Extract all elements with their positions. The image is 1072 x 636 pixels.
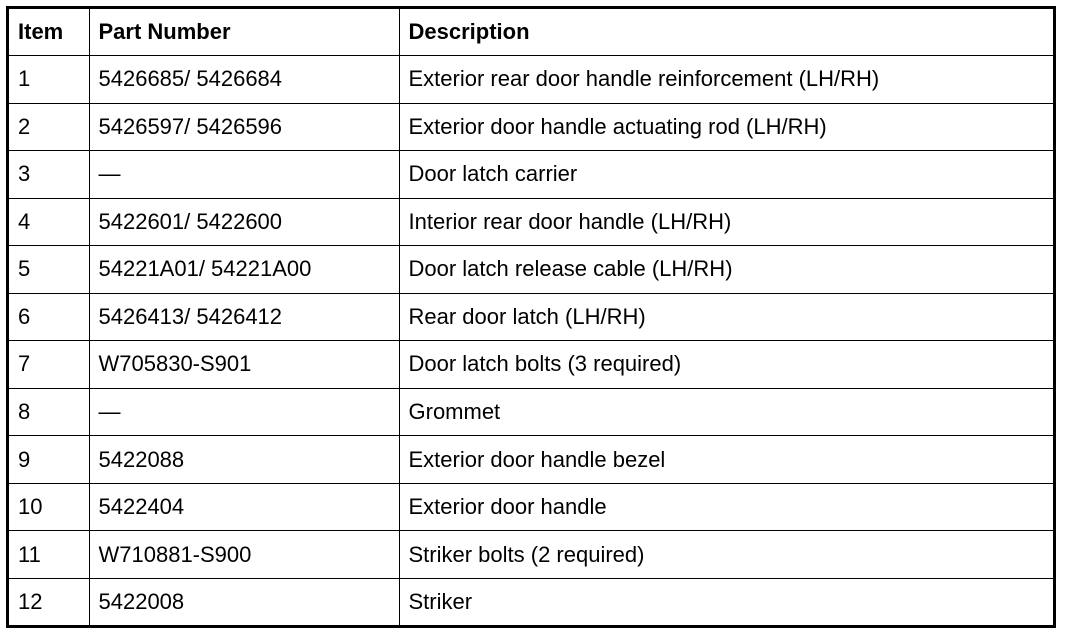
cell-description: Interior rear door handle (LH/RH) <box>399 198 1053 246</box>
cell-item: 3 <box>9 151 89 199</box>
cell-description: Exterior door handle actuating rod (LH/RH) <box>399 103 1053 151</box>
cell-part-number: 5422088 <box>89 436 399 484</box>
table-row <box>9 151 1053 199</box>
table-row <box>9 103 1053 151</box>
cell-description: Rear door latch (LH/RH) <box>399 293 1053 341</box>
table-row <box>9 483 1053 531</box>
cell-description: Door latch carrier <box>399 151 1053 199</box>
table-row <box>9 293 1053 341</box>
cell-part-number: 5426685/ 5426684 <box>89 56 399 104</box>
cell-item: 10 <box>9 483 89 531</box>
cell-part-number: W710881-S900 <box>89 531 399 579</box>
cell-item: 6 <box>9 293 89 341</box>
cell-part-number: 54221A01/ 54221A00 <box>89 246 399 294</box>
cell-part-number: — <box>89 388 399 436</box>
cell-item: 2 <box>9 103 89 151</box>
cell-item: 7 <box>9 341 89 389</box>
parts-table <box>9 9 1053 625</box>
cell-part-number: W705830-S901 <box>89 341 399 389</box>
header-item: Item <box>9 9 89 56</box>
cell-description: Exterior door handle bezel <box>399 436 1053 484</box>
table-row <box>9 56 1053 104</box>
cell-item: 5 <box>9 246 89 294</box>
table-row <box>9 246 1053 294</box>
table-row <box>9 578 1053 625</box>
cell-part-number: 5426597/ 5426596 <box>89 103 399 151</box>
header-description: Description <box>399 9 1053 56</box>
cell-description: Striker <box>399 578 1053 625</box>
cell-item: 8 <box>9 388 89 436</box>
table-row <box>9 198 1053 246</box>
parts-table-frame <box>6 6 1056 628</box>
cell-item: 11 <box>9 531 89 579</box>
cell-description: Grommet <box>399 388 1053 436</box>
cell-part-number: 5422404 <box>89 483 399 531</box>
cell-item: 1 <box>9 56 89 104</box>
table-row <box>9 388 1053 436</box>
table-row <box>9 436 1053 484</box>
header-part-number: Part Number <box>89 9 399 56</box>
cell-part-number: 5422008 <box>89 578 399 625</box>
cell-item: 4 <box>9 198 89 246</box>
cell-description: Striker bolts (2 required) <box>399 531 1053 579</box>
cell-description: Exterior rear door handle reinforcement (LH/RH) <box>399 56 1053 104</box>
cell-part-number: — <box>89 151 399 199</box>
cell-description: Door latch bolts (3 required) <box>399 341 1053 389</box>
cell-part-number: 5422601/ 5422600 <box>89 198 399 246</box>
header-row <box>9 9 1053 56</box>
cell-item: 9 <box>9 436 89 484</box>
cell-item: 12 <box>9 578 89 625</box>
cell-description: Exterior door handle <box>399 483 1053 531</box>
table-row <box>9 531 1053 579</box>
cell-description: Door latch release cable (LH/RH) <box>399 246 1053 294</box>
table-row <box>9 341 1053 389</box>
cell-part-number: 5426413/ 5426412 <box>89 293 399 341</box>
